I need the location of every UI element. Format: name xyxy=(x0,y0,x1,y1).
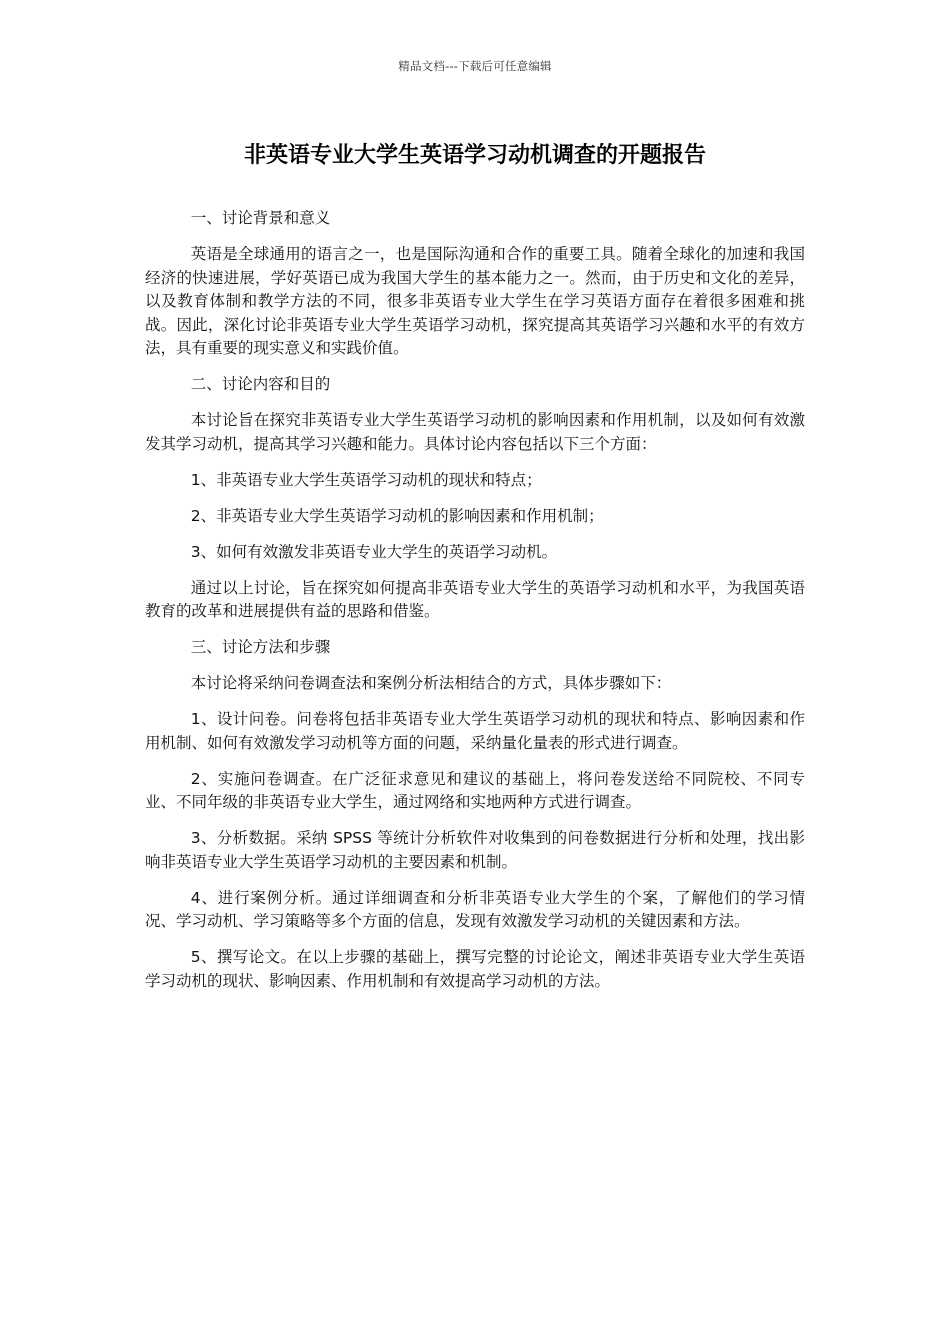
list-item-content-1: 1、非英语专业大学生英语学习动机的现状和特点； xyxy=(190,470,542,489)
document-body xyxy=(145,207,805,1006)
paragraph-background: 英语是全球通用的语言之一，也是国际沟通和合作的重要工具。随着全球化的加速和我国经济的快速进展，学好英语已成为我国大学生的基本能力之一。然而，由于历史和文化的差异，以及教育体制和教学方法的不同，很多非英语专业大学生在学习英语方面存在着很多困难和挑战。因此，深化讨论非英语专业大学生英语学习动机，探究提高其英语学习兴趣和水平的有效方法，具有重要的现实意义和实践价值。 xyxy=(145,245,805,357)
paragraph-content-summary: 通过以上讨论，旨在探究如何提高非英语专业大学生的英语学习动机和水平，为我国英语教育的改革和进展提供有益的思路和借鉴。 xyxy=(145,578,805,620)
paragraph-content-intro: 本讨论旨在探究非英语专业大学生英语学习动机的影响因素和作用机制，以及如何有效激发其学习动机，提高其学习兴趣和能力。具体讨论内容包括以下三个方面： xyxy=(145,411,805,453)
section-heading-background: 一、讨论背景和意义 xyxy=(190,209,331,227)
section-heading-method: 三、讨论方法和步骤 xyxy=(190,638,331,656)
list-item-step-2: 2、实施问卷调查。在广泛征求意见和建议的基础上，将问卷发送给不同院校、不同专业、不同年级的非英语专业大学生，通过网络和实地两种方式进行调查。 xyxy=(145,769,805,811)
paragraph-method-intro: 本讨论将采纳问卷调查法和案例分析法相结合的方式，具体步骤如下： xyxy=(190,674,672,692)
list-item-step-4: 4、进行案例分析。通过详细调查和分析非英语专业大学生的个案，了解他们的学习情况、学习动机、学习策略等多个方面的信息，发现有效激发学习动机的关键因素和方法。 xyxy=(145,888,805,930)
list-item-step-5: 5、撰写论文。在以上步骤的基础上，撰写完整的讨论论文，阐述非英语专业大学生英语学习动机的现状、影响因素、作用机制和有效提高学习动机的方法。 xyxy=(145,948,805,990)
list-item-step-1: 1、设计问卷。问卷将包括非英语专业大学生英语学习动机的现状和特点、影响因素和作用机制、如何有效激发学习动机等方面的问题，采纳量化量表的形式进行调查。 xyxy=(145,710,805,752)
list-item-content-2: 2、非英语专业大学生英语学习动机的影响因素和作用机制； xyxy=(190,506,604,525)
document-title: 非英语专业大学生英语学习动机调查的开题报告 xyxy=(243,143,706,168)
section-heading-content: 二、讨论内容和目的 xyxy=(190,375,331,393)
list-item-step-3: 3、分析数据。采纳 SPSS 等统计分析软件对收集到的问卷数据进行分析和处理，找出影响非英语专业大学生英语学习动机的主要因素和机制。 xyxy=(145,829,805,871)
list-item-content-3: 3、如何有效激发非英语专业大学生的英语学习动机。 xyxy=(190,542,558,561)
header-note: 精品文档---下载后可任意编辑 xyxy=(398,59,552,73)
